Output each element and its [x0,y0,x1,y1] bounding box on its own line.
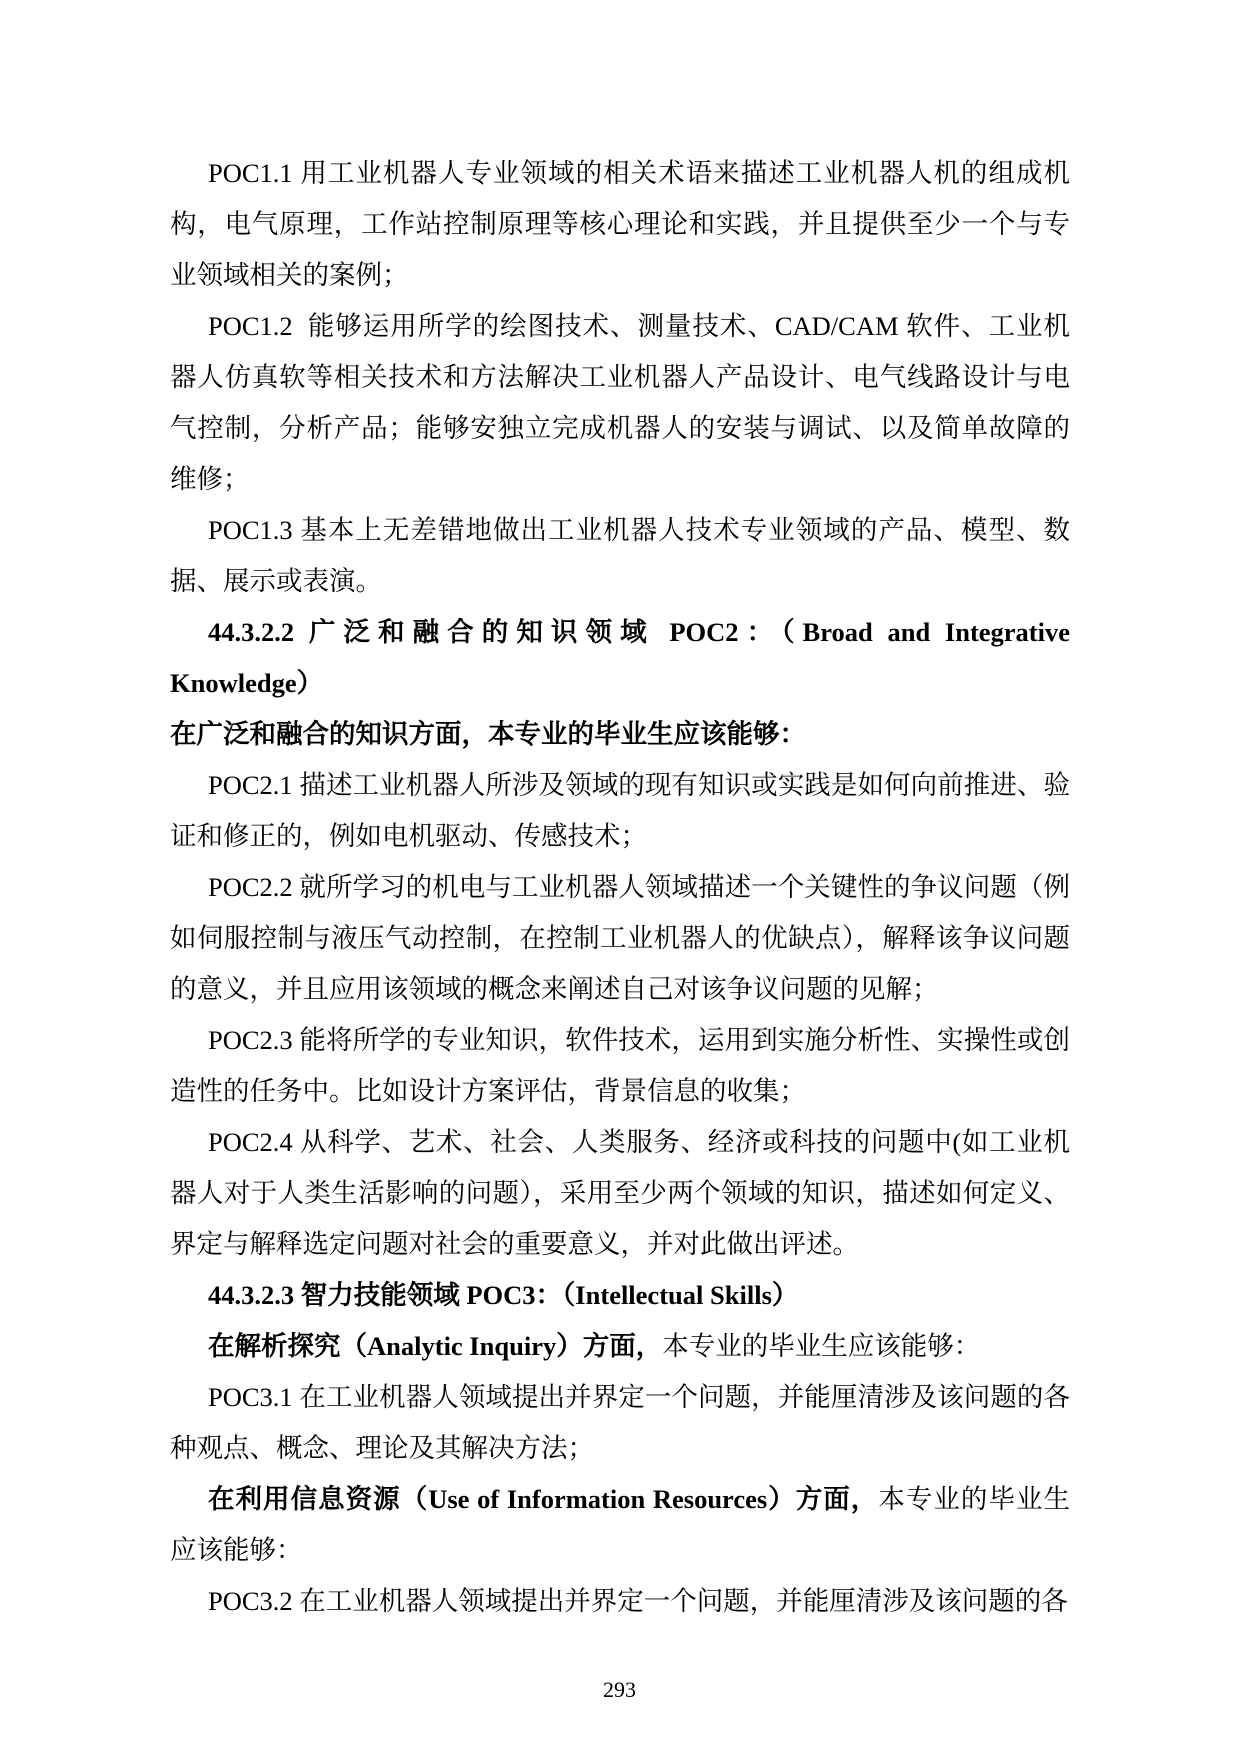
paragraph-poc2-3: POC2.3 能将所学的专业知识，软件技术，运用到实施分析性、实操性或创造性的任务中。比如设计方案评估，背景信息的收集； [170,1025,1070,1106]
paragraph-analytic-inquiry-lead [170,1321,1070,1372]
heading-line-1: 44.3.2.2 广泛和融合的知识领域 POC2：（Broad and Integrative Knowledge） [170,617,1077,698]
paragraph-poc3-1: POC3.1 在工业机器人领域提出并界定一个问题，并能厘清涉及该问题的各种观点、概念、理论及其解决方法； [170,1382,1070,1463]
paragraph-poc2-1: POC2.1 描述工业机器人所涉及领域的现有知识或实践是如何向前推进、验证和修正的，例如电机驱动、传感技术； [170,770,1070,851]
paragraph-poc3-2: POC3.2 在工业机器人领域提出并界定一个问题，并能厘清涉及该问题的各 [208,1586,1068,1616]
lead-rest-text: 本专业的毕业生应该能够： [662,1331,981,1361]
paragraph-poc1-1: POC1.1 用工业机器人专业领域的相关术语来描述工业机器人机的组成机构，电气原理，工作站控制原理等核心理论和实践，并且提供至少一个与专业领域相关的案例； [170,158,1070,290]
lead-rest-text: 本专业的毕业生应该能够： [170,1484,1070,1565]
section-heading-intellectual-skills: 44.3.2.3 智力技能领域 POC3：（Intellectual Skills） [208,1280,799,1310]
page-content [170,148,1077,1627]
page-number: 293 [603,1677,636,1702]
lead-bold-text: 在解析探究（Analytic Inquiry）方面， [208,1331,663,1361]
section-heading-broad-integrative-knowledge [170,607,1077,760]
lead-bold-text: 在利用信息资源（Use of Information Resources）方面， [208,1484,879,1514]
paragraph-poc1-2: POC1.2 能够运用所学的绘图技术、测量技术、CAD/CAM 软件、工业机器人仿真软等相关技术和方法解决工业机器人产品设计、电气线路设计与电气控制，分析产品；能够安独立完成机器人的安装与调试、以及简单故障的维修； [170,311,1070,494]
paragraph-poc2-2: POC2.2 就所学习的机电与工业机器人领域描述一个关键性的争议问题（例如伺服控制与液压气动控制，在控制工业机器人的优缺点），解释该争议问题的意义，并且应用该领域的概念来阐述自己对该争议问题的见解； [170,872,1070,1004]
paragraph-info-resources-lead [170,1474,1070,1576]
paragraph-poc2-4: POC2.4 从科学、艺术、社会、人类服务、经济或科技的问题中(如工业机器人对于人类生活影响的问题），采用至少两个领域的知识，描述如何定义、界定与解释选定问题对社会的重要意义，并对此做出评述。 [170,1127,1070,1259]
heading-line-2: 在广泛和融合的知识方面，本专业的毕业生应该能够： [170,719,806,749]
paragraph-poc1-3: POC1.3 基本上无差错地做出工业机器人技术专业领域的产品、模型、数据、展示或表演。 [170,515,1070,596]
